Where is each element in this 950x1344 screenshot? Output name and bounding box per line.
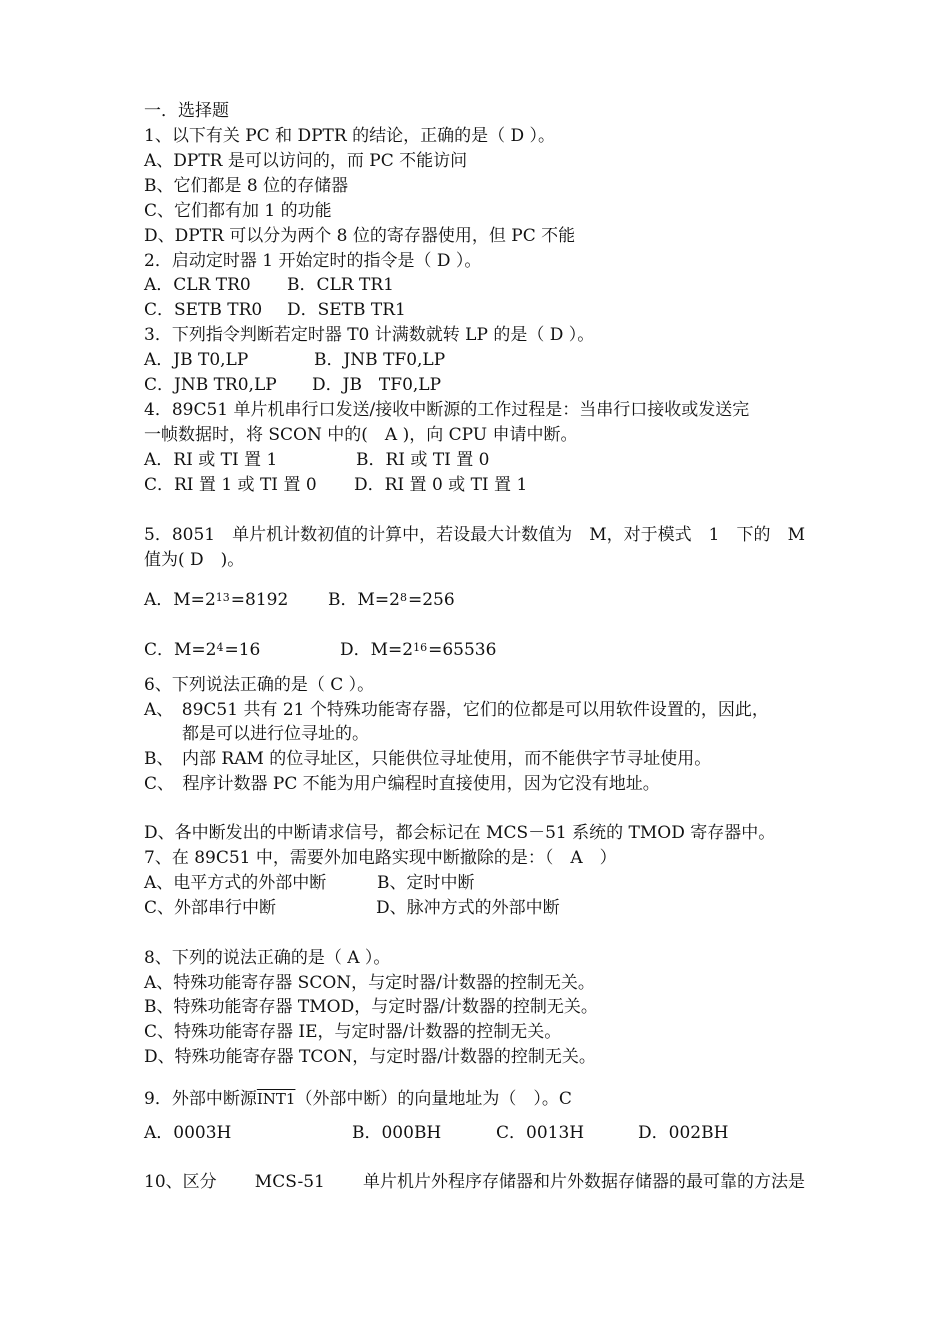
question-8-option-c: C、特殊功能寄存器 IE，与定时器/计数器的控制无关。 bbox=[144, 1022, 562, 1042]
question-5-row-1 bbox=[144, 588, 455, 612]
question-7-option-a: A、电平方式的外部中断 bbox=[144, 873, 327, 893]
question-3-row-2 bbox=[144, 373, 442, 397]
question-3-option-b: B．JNB TF0,LP bbox=[314, 350, 446, 370]
question-9-option-c: C．0013H bbox=[496, 1123, 585, 1143]
question-2-option-d: D．SETB TR1 bbox=[287, 300, 406, 320]
question-3-option-c: C．JNB TR0,LP bbox=[144, 375, 277, 395]
question-2-option-c: C．SETB TR0 bbox=[144, 300, 263, 320]
question-6-option-a-line-2: 都是可以进行位寻址的。 bbox=[182, 724, 369, 744]
question-2-row-1 bbox=[144, 273, 394, 297]
question-5-stem-line-1: 5．8051 单片机计数初值的计算中，若设最大计数值为 M，对于模式 1 下的 M bbox=[144, 525, 805, 545]
question-5-option-a: A．$M=2^{13}=8192$ bbox=[144, 590, 289, 610]
question-1-option-c: C、它们都有加 1 的功能 bbox=[144, 201, 332, 221]
question-7-row-2 bbox=[144, 896, 560, 920]
question-1-stem: 1、以下有关 PC 和 DPTR 的结论，正确的是（ D ）。 bbox=[144, 126, 556, 146]
question-7-option-b: B、定时中断 bbox=[377, 873, 475, 893]
question-7-stem: 7、在 89C51 中，需要外加电路实现中断撤除的是：（ A ） bbox=[144, 848, 617, 868]
question-6-option-a-line-1: A、 89C51 共有 21 个特殊功能寄存器，它们的位都是可以用软件设置的，因此， bbox=[144, 700, 769, 720]
question-3-option-a: A．JB T0,LP bbox=[144, 350, 249, 370]
question-5-option-d: D．$M=2^{16}=65536$ bbox=[340, 640, 497, 660]
question-9-stem: 9．外部中断源INT1（外部中断）的向量地址为（ ）。C bbox=[144, 1089, 572, 1109]
question-1-option-d: D、DPTR 可以分为两个 8 位的寄存器使用，但 PC 不能 bbox=[144, 226, 576, 246]
question-1-option-a: A、DPTR 是可以访问的，而 PC 不能访问 bbox=[144, 151, 468, 171]
question-4-row-1 bbox=[144, 448, 490, 472]
question-3-option-d: D．JB TF0,LP bbox=[312, 375, 442, 395]
question-9-option-d: D．002BH bbox=[638, 1123, 729, 1143]
question-5-option-b: B．$M=2^8=256$ bbox=[328, 590, 455, 610]
question-8-option-d: D、特殊功能寄存器 TCON，与定时器/计数器的控制无关。 bbox=[144, 1047, 596, 1067]
question-6-option-d: D、各中断发出的中断请求信号，都会标记在 MCS－51 系统的 TMOD 寄存器中。 bbox=[144, 823, 776, 843]
question-7-option-c: C、外部串行中断 bbox=[144, 898, 277, 918]
question-4-stem-line-2: 一帧数据时，将 SCON 中的( A )，向 CPU 申请中断。 bbox=[144, 425, 578, 445]
question-3-stem: 3．下列指令判断若定时器 T0 计满数就转 LP 的是（ D ）。 bbox=[144, 325, 595, 345]
question-2-row-2 bbox=[144, 298, 406, 322]
question-4-row-2 bbox=[144, 473, 528, 497]
question-7-row-1 bbox=[144, 871, 475, 895]
question-4-option-d: D．RI 置 0 或 TI 置 1 bbox=[354, 475, 528, 495]
question-6-stem: 6、下列说法正确的是（ C ）。 bbox=[144, 675, 375, 695]
question-4-option-b: B．RI 或 TI 置 0 bbox=[356, 450, 490, 470]
question-4-option-c: C．RI 置 1 或 TI 置 0 bbox=[144, 475, 317, 495]
question-10-stem: 10、区分 MCS-51 单片机片外程序存储器和片外数据存储器的最可靠的方法是 bbox=[144, 1172, 805, 1192]
question-3-row-1 bbox=[144, 348, 446, 372]
question-9-option-a: A．0003H bbox=[144, 1123, 232, 1143]
question-8-option-a: A、特殊功能寄存器 SCON，与定时器/计数器的控制无关。 bbox=[144, 973, 595, 993]
question-2-stem: 2．启动定时器 1 开始定时的指令是（ D ）。 bbox=[144, 251, 482, 271]
question-4-stem-line-1: 4．89C51 单片机串行口发送/接收中断源的工作过程是：当串行口接收或发送完 bbox=[144, 400, 750, 420]
question-6-option-c: C、 程序计数器 PC 不能为用户编程时直接使用，因为它没有地址。 bbox=[144, 774, 660, 794]
question-1-option-b: B、它们都是 8 位的存储器 bbox=[144, 176, 349, 196]
question-2-option-a: A．CLR TR0 bbox=[144, 275, 251, 295]
question-6-option-b: B、 内部 RAM 的位寻址区，只能供位寻址使用，而不能供字节寻址使用。 bbox=[144, 749, 712, 769]
question-8-option-b: B、特殊功能寄存器 TMOD，与定时器/计数器的控制无关。 bbox=[144, 997, 598, 1017]
question-2-option-b: B．CLR TR1 bbox=[287, 275, 394, 295]
section-title: 一．选择题 bbox=[144, 101, 229, 121]
question-7-option-d: D、脉冲方式的外部中断 bbox=[376, 898, 560, 918]
question-9-option-b: B．000BH bbox=[352, 1123, 442, 1143]
int1-symbol: INT1 bbox=[256, 1090, 296, 1108]
question-5-stem-line-2: 值为( D )。 bbox=[144, 550, 245, 570]
question-5-option-c: C．$M=2^4=16$ bbox=[144, 640, 261, 660]
question-8-stem: 8、下列的说法正确的是（ A ）。 bbox=[144, 948, 391, 968]
question-4-option-a: A．RI 或 TI 置 1 bbox=[144, 450, 278, 470]
question-5-row-2 bbox=[144, 638, 497, 662]
question-9-options bbox=[144, 1121, 729, 1145]
